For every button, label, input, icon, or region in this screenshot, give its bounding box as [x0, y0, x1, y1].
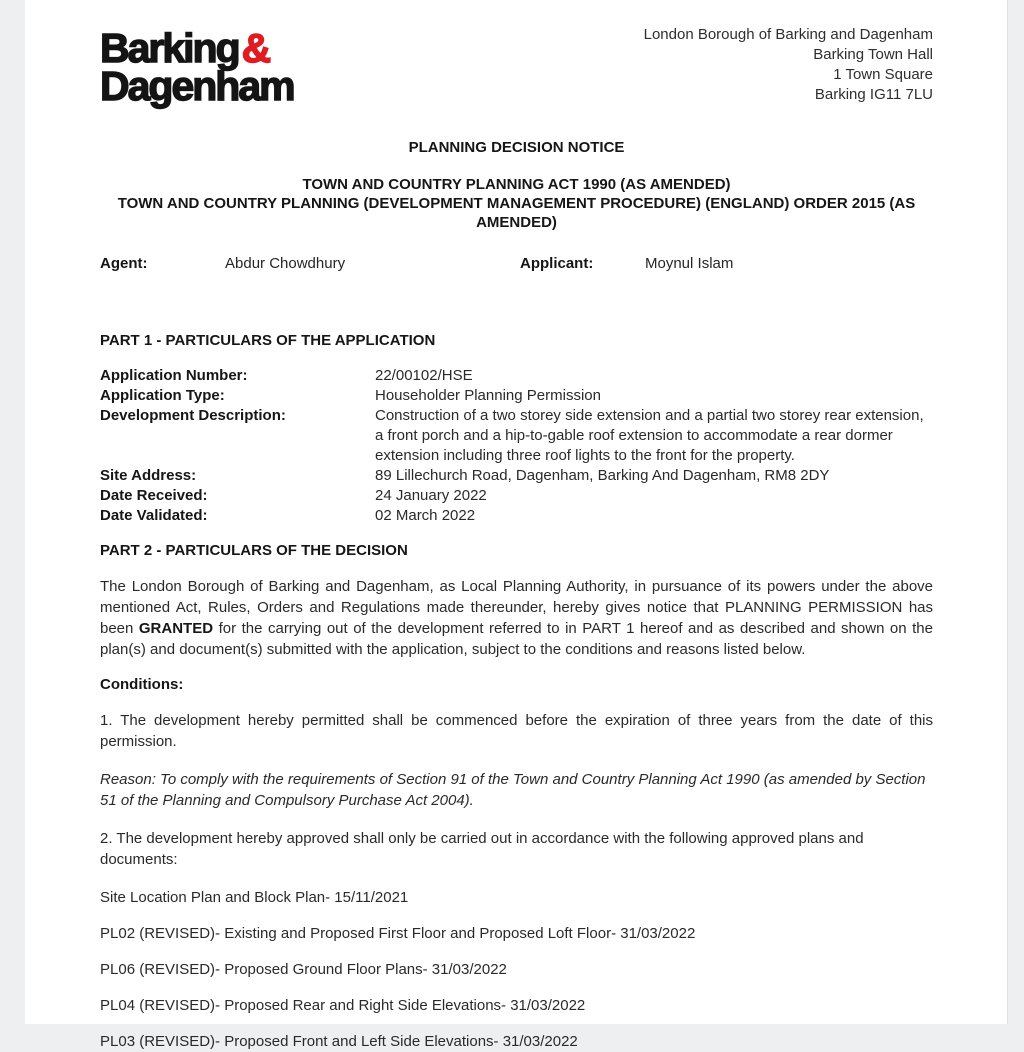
field-label: Application Type:	[100, 387, 225, 404]
decision-granted-word: GRANTED	[138, 620, 214, 637]
field-label: Development Description:	[100, 407, 286, 424]
condition-1: 1. The development hereby permitted shall be commenced before the expiration of three years from the date of this permission.	[100, 712, 933, 750]
field-value: 02 March 2022	[375, 507, 476, 524]
logo-word-barking: Barking	[100, 25, 239, 71]
conditions-heading: Conditions:	[100, 676, 184, 693]
approved-plan-line: PL02 (REVISED)- Existing and Proposed First Floor and Proposed Loft Floor- 31/03/2022	[100, 925, 696, 942]
field-value: 22/00102/HSE	[375, 367, 473, 384]
decision-text-before: The London Borough of Barking and Dagenham, as Local Planning Authority, in pursuance of its powers under the above mentioned Act, Rules, Orders and Regulations made thereunder, hereby gives notice that PLANNING PERMISSION has been	[100, 578, 933, 637]
address-line: Barking IG11 7LU	[814, 86, 933, 103]
field-row-date-validated	[100, 506, 933, 526]
document-page	[25, 0, 1008, 1050]
statute-titles	[100, 175, 933, 232]
council-logo	[100, 25, 294, 109]
approved-plan-line: PL06 (REVISED)- Proposed Ground Floor Plans- 31/03/2022	[100, 961, 507, 978]
logo-word-dagenham: Dagenham	[100, 63, 294, 109]
statute-line-order: TOWN AND COUNTRY PLANNING (DEVELOPMENT MANAGEMENT PROCEDURE) (ENGLAND) ORDER 2015 (AS AMENDED)	[117, 195, 916, 231]
applicant-name: Moynul Islam	[645, 255, 734, 272]
field-label: Date Validated:	[100, 507, 208, 524]
field-row-development-description	[100, 406, 933, 466]
field-row-application-number	[100, 366, 933, 386]
field-label: Site Address:	[100, 467, 197, 484]
applicant-label: Applicant:	[520, 255, 594, 272]
field-label: Application Number:	[100, 367, 248, 384]
field-label: Date Received:	[100, 487, 208, 504]
field-value: 24 January 2022	[375, 487, 487, 504]
agent-name: Abdur Chowdhury	[225, 255, 346, 272]
document-title: PLANNING DECISION NOTICE	[408, 139, 625, 156]
logo-line-2	[100, 63, 294, 109]
field-value: 89 Lillechurch Road, Dagenham, Barking And Dagenham, RM8 2DY	[375, 467, 830, 484]
address-line: 1 Town Square	[833, 66, 933, 83]
part2-heading: PART 2 - PARTICULARS OF THE DECISION	[100, 542, 408, 559]
address-line: Barking Town Hall	[813, 46, 933, 63]
agent-label: Agent:	[100, 255, 148, 272]
approved-plan-line: PL04 (REVISED)- Proposed Rear and Right Side Elevations- 31/03/2022	[100, 997, 586, 1014]
approved-plan-line: Site Location Plan and Block Plan- 15/11/2021	[100, 889, 409, 906]
condition-1-reason: Reason: To comply with the requirements of Section 91 of the Town and Country Planning Act 1990 (as amended by Section 51 of the Planning and Compulsory Purchase Act 2004).	[100, 771, 926, 809]
part1-heading: PART 1 - PARTICULARS OF THE APPLICATION	[100, 332, 436, 349]
letterhead	[100, 25, 933, 109]
field-value: Construction of a two storey side extension and a partial two storey rear extension, a front porch and a hip-to-gable roof extension to accommodate a rear dormer extension including three roof lights to the front for the property.	[375, 407, 924, 464]
condition-2: 2. The development hereby approved shall only be carried out in accordance with the following approved plans and documents:	[100, 830, 864, 868]
field-row-application-type	[100, 386, 933, 406]
approved-plan-line-clipped: PL03 (REVISED)- Proposed Front and Left Side Elevations- 31/03/2022	[100, 1033, 578, 1050]
field-row-site-address	[100, 466, 933, 486]
council-address-block	[644, 25, 933, 105]
address-line: London Borough of Barking and Dagenham	[643, 26, 933, 43]
logo-line-1	[100, 25, 294, 71]
field-row-date-received	[100, 486, 933, 506]
field-value: Householder Planning Permission	[375, 387, 601, 404]
decision-text-after: for the carrying out of the development referred to in PART 1 hereof and as described and shown on the plan(s) and document(s) submitted with the application, subject to the conditions and reasons listed below.	[100, 620, 933, 658]
logo-ampersand: &	[241, 25, 270, 71]
parties-row	[100, 254, 933, 274]
statute-line-act: TOWN AND COUNTRY PLANNING ACT 1990 (AS AMENDED)	[302, 176, 731, 193]
part1-fields	[100, 366, 933, 526]
decision-paragraph	[100, 576, 933, 660]
